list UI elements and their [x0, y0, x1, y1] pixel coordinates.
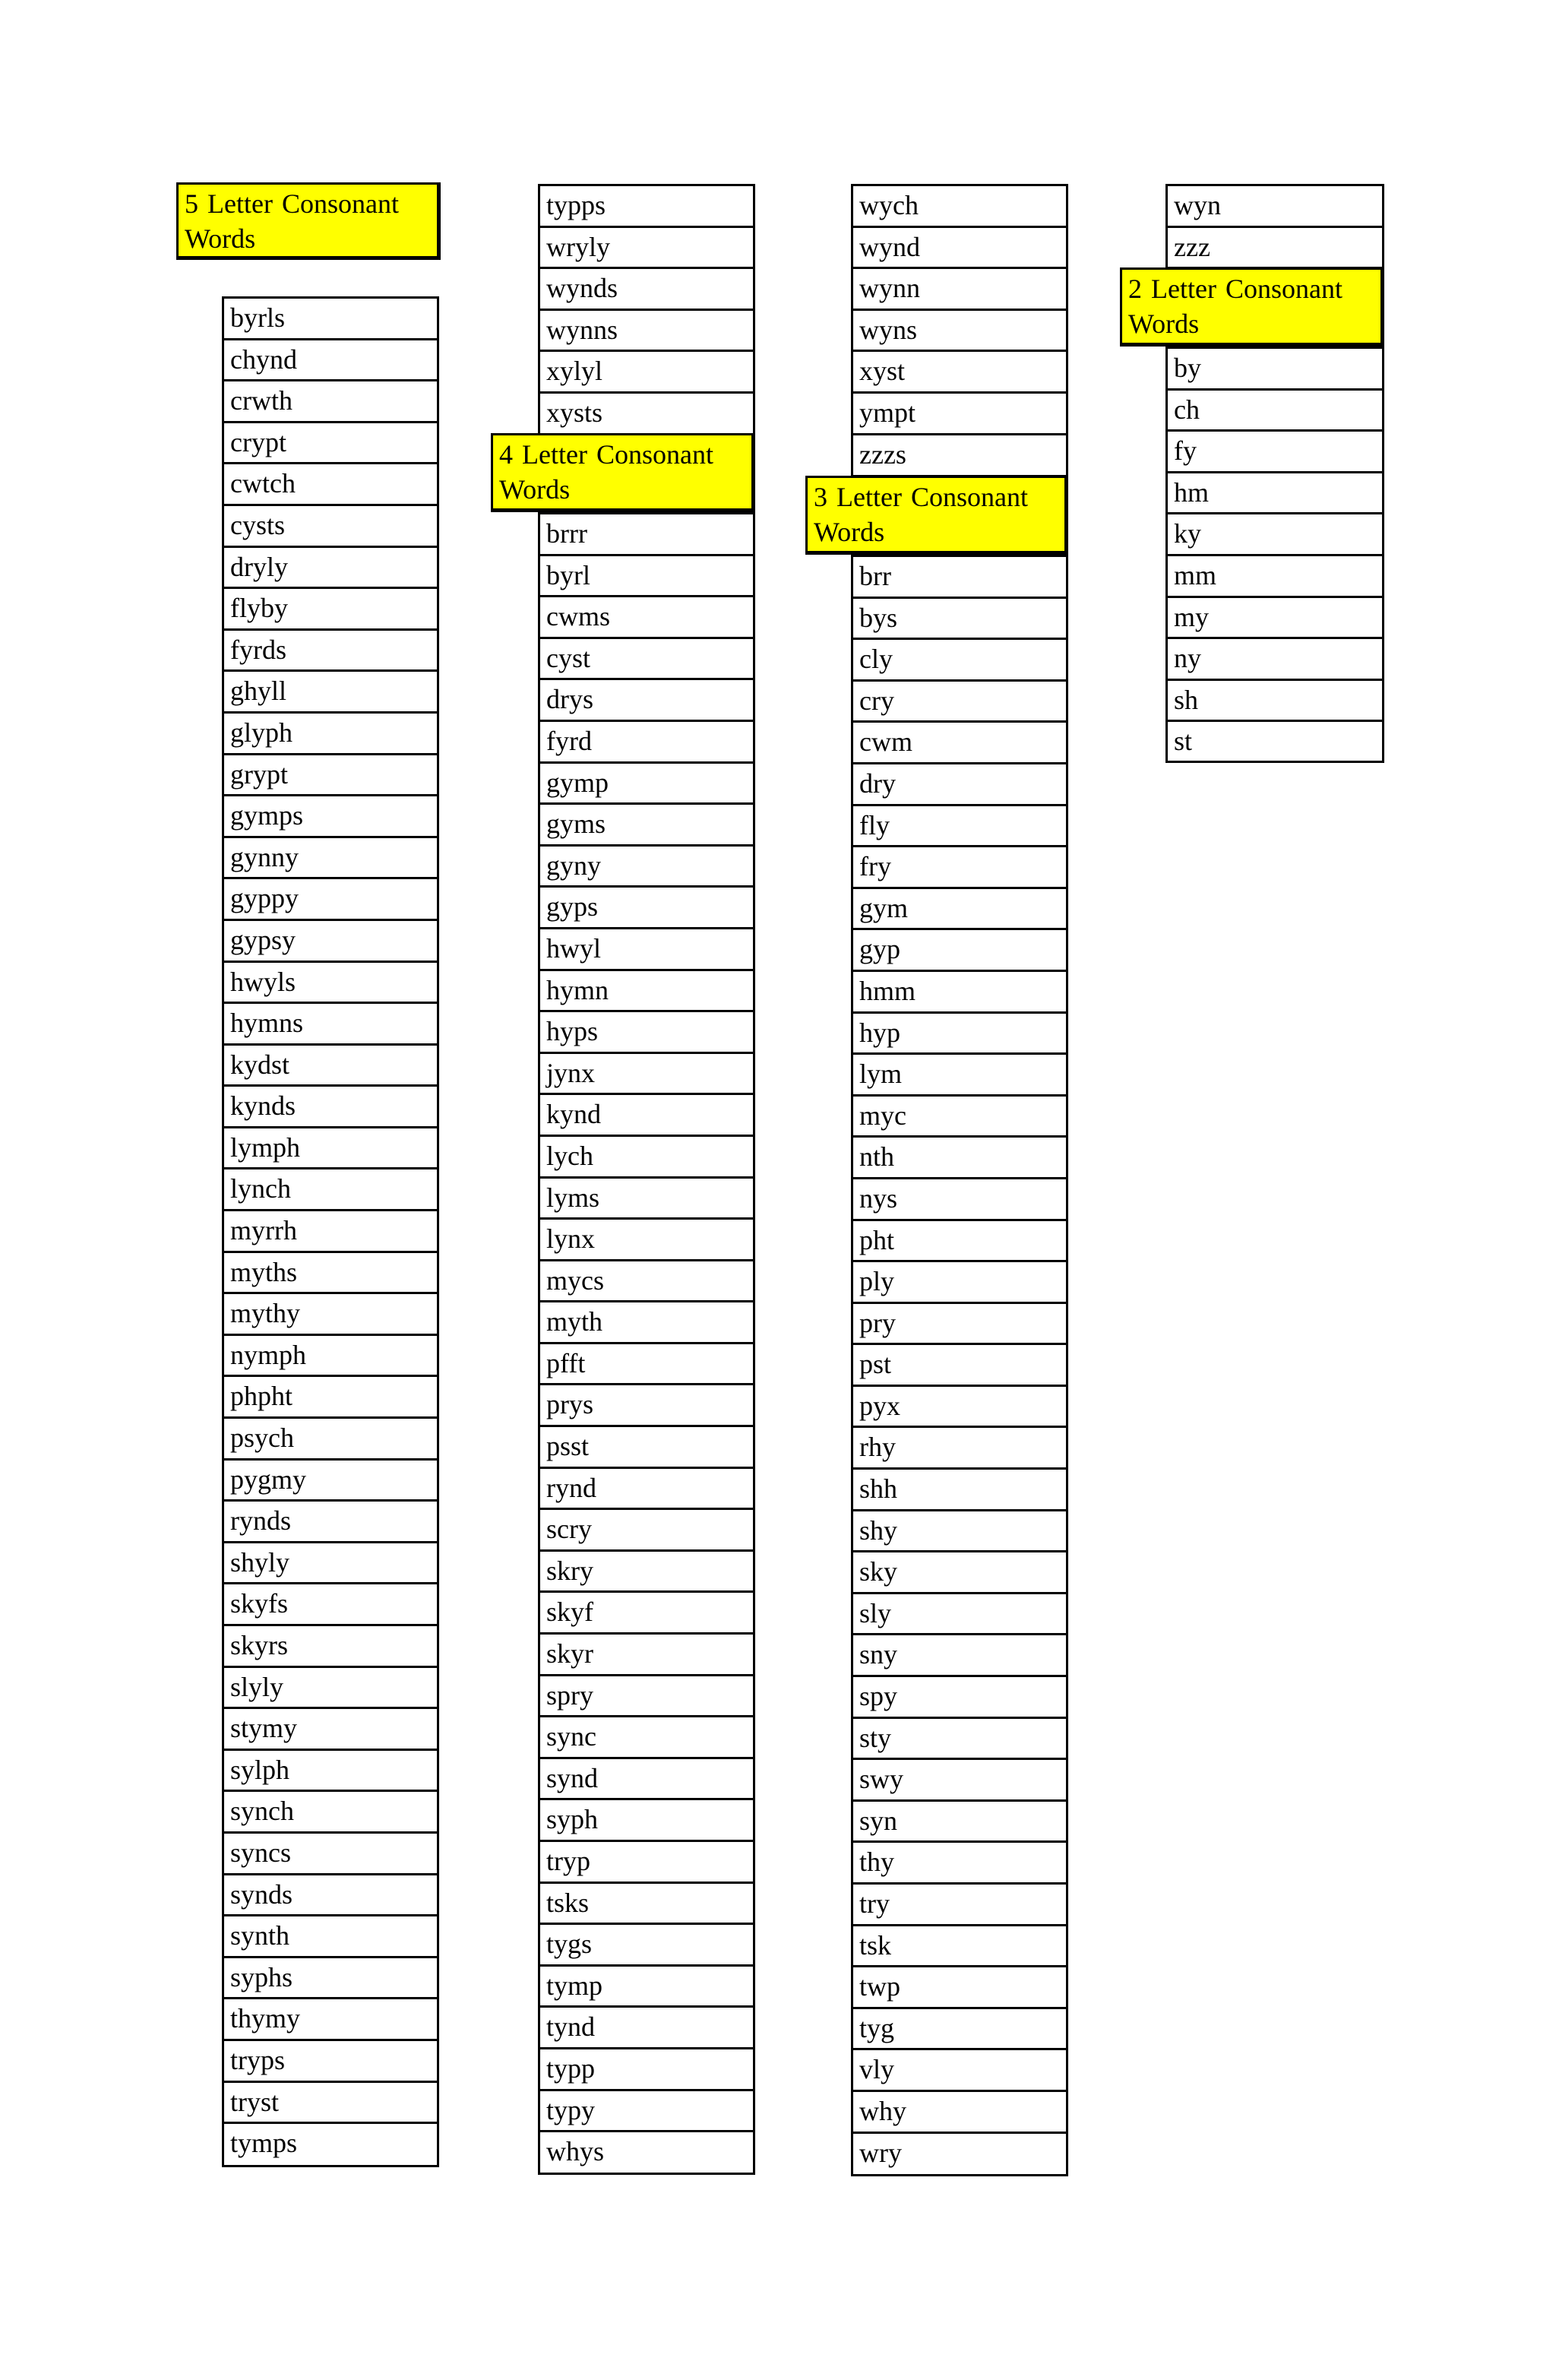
word-cell: syncs — [224, 1834, 437, 1875]
word-cell: typy — [540, 2091, 753, 2133]
word-cell: tryst — [224, 2083, 437, 2125]
two-letter-header-line1: 2 Letter Consonant — [1128, 274, 1343, 304]
word-cell: whys — [546, 2136, 605, 2167]
word-cell: gypsy — [224, 921, 437, 963]
three-letter-header — [805, 476, 1068, 555]
word-cell: skyrs — [224, 1626, 437, 1668]
word-cell: tryp — [540, 1842, 753, 1884]
word-cell: wych — [853, 186, 1066, 228]
word-cell: tryps — [224, 2041, 437, 2083]
word-cell: tygs — [540, 1925, 753, 1967]
word-cell: lynx — [540, 1220, 753, 1261]
word-cell: psych — [224, 1419, 437, 1461]
three-letter-word-list — [851, 555, 1068, 2176]
word-cell: sh — [1168, 681, 1382, 723]
word-cell: tyg — [853, 2009, 1066, 2051]
word-cell: fry — [853, 847, 1066, 889]
word-cell: hm — [1168, 473, 1382, 515]
word-cell: mycs — [540, 1261, 753, 1303]
word-cell: mythy — [224, 1294, 437, 1336]
word-cell: pyx — [853, 1387, 1066, 1429]
word-cell: hyps — [540, 1012, 753, 1054]
two-letter-word-list — [1165, 347, 1384, 763]
word-cell: pfft — [540, 1344, 753, 1386]
word-cell: jynx — [540, 1054, 753, 1096]
word-cell: syn — [853, 1802, 1066, 1844]
word-cell: kynd — [540, 1095, 753, 1137]
word-cell: wynds — [540, 269, 753, 311]
word-cell: myth — [540, 1302, 753, 1344]
four-letter-word-list — [538, 512, 755, 2175]
word-cell: gyny — [540, 847, 753, 888]
word-cell: ply — [853, 1262, 1066, 1304]
word-cell: grypt — [224, 755, 437, 797]
word-cell: myc — [853, 1097, 1066, 1138]
word-cell: skyfs — [224, 1584, 437, 1626]
word-cell: my — [1168, 598, 1382, 640]
word-cell: hwyl — [540, 929, 753, 971]
word-cell: sky — [853, 1552, 1066, 1594]
word-cell: twp — [853, 1967, 1066, 2009]
word-cell: typps — [540, 186, 753, 228]
word-cell: scry — [540, 1510, 753, 1552]
word-cell: cwm — [853, 723, 1066, 764]
four-letter-header-line2: Words — [499, 474, 571, 505]
word-cell: st — [1174, 726, 1193, 757]
word-cell: syph — [540, 1800, 753, 1842]
word-cell: xylyl — [540, 352, 753, 394]
two-letter-header — [1120, 267, 1384, 347]
word-cell: hwyls — [224, 963, 437, 1005]
word-cell: chynd — [224, 340, 437, 382]
word-cell: fyrd — [540, 722, 753, 764]
five-letter-header-line1: 5 Letter Consonant — [185, 188, 399, 219]
word-cell: cwms — [540, 597, 753, 639]
word-cell: gyppy — [224, 879, 437, 921]
word-cell: gyp — [853, 930, 1066, 972]
word-cell: rynds — [224, 1502, 437, 1543]
word-cell: brrr — [540, 514, 753, 556]
word-cell: flyby — [224, 589, 437, 631]
word-cell: nys — [853, 1179, 1066, 1221]
word-cell: tymp — [540, 1967, 753, 2008]
word-cell: cysts — [224, 506, 437, 548]
word-cell: phpht — [224, 1377, 437, 1419]
word-cell: zzz — [1174, 231, 1210, 262]
word-cell: wynns — [540, 311, 753, 353]
word-cell: sny — [853, 1635, 1066, 1677]
word-cell: ny — [1168, 639, 1382, 681]
word-cell: kydst — [224, 1046, 437, 1087]
word-cell: try — [853, 1885, 1066, 1926]
word-cell: wryly — [540, 228, 753, 270]
word-cell: shh — [853, 1470, 1066, 1511]
word-cell: synch — [224, 1792, 437, 1834]
word-cell: hymns — [224, 1004, 437, 1046]
four-letter-header-line1: 4 Letter Consonant — [499, 439, 713, 470]
word-cell: bys — [853, 599, 1066, 641]
word-cell: ghyll — [224, 672, 437, 714]
word-cell: sync — [540, 1717, 753, 1759]
word-cell: synd — [540, 1759, 753, 1801]
word-cell: wry — [859, 2137, 902, 2168]
word-cell: byrls — [224, 299, 437, 340]
word-cell: mm — [1168, 556, 1382, 598]
word-cell: crwth — [224, 381, 437, 423]
word-cell: swy — [853, 1760, 1066, 1802]
word-cell: synth — [224, 1916, 437, 1958]
word-cell: gymp — [540, 764, 753, 805]
word-cell: wynn — [853, 269, 1066, 311]
word-cell: kynds — [224, 1087, 437, 1128]
word-cell: xyst — [853, 352, 1066, 394]
five-letter-word-list — [222, 296, 439, 2167]
word-cell: hmm — [853, 972, 1066, 1014]
word-cell: lynch — [224, 1169, 437, 1211]
word-cell: wyns — [853, 311, 1066, 353]
word-cell: psst — [540, 1427, 753, 1469]
word-cell: cyst — [540, 639, 753, 681]
word-cell: pygmy — [224, 1461, 437, 1502]
word-cell: nymph — [224, 1336, 437, 1378]
word-cell: skyr — [540, 1635, 753, 1676]
word-cell: dry — [853, 764, 1066, 806]
word-cell: why — [853, 2092, 1066, 2134]
word-cell: tsk — [853, 1926, 1066, 1968]
word-cell: shy — [853, 1511, 1066, 1553]
word-cell: wynd — [853, 228, 1066, 270]
word-cell: dryly — [224, 548, 437, 590]
word-cell: rynd — [540, 1469, 753, 1511]
word-cell: ympt — [853, 394, 1066, 435]
word-cell: prys — [540, 1385, 753, 1427]
word-cell: myths — [224, 1253, 437, 1295]
word-cell: lym — [853, 1055, 1066, 1097]
word-cell: fly — [853, 806, 1066, 848]
five-letter-word-list-continued — [538, 184, 755, 435]
five-letter-header-line2: Words — [185, 223, 256, 254]
word-cell: lyms — [540, 1179, 753, 1220]
word-cell: vly — [853, 2050, 1066, 2092]
word-cell: syphs — [224, 1958, 437, 2000]
word-cell: pst — [853, 1345, 1066, 1387]
word-cell: glyph — [224, 714, 437, 755]
word-cell: cwtch — [224, 464, 437, 506]
word-cell: xysts — [546, 397, 603, 428]
word-cell: gyps — [540, 888, 753, 929]
word-cell: gym — [853, 889, 1066, 931]
three-letter-header-line2: Words — [814, 517, 885, 547]
word-cell: spry — [540, 1676, 753, 1718]
word-cell: byrl — [540, 556, 753, 598]
word-cell: hymn — [540, 971, 753, 1013]
four-letter-word-list-continued — [851, 184, 1068, 477]
word-cell: zzzs — [859, 438, 906, 470]
word-cell: pry — [853, 1304, 1066, 1346]
word-cell: skyf — [540, 1593, 753, 1635]
word-cell: cry — [853, 682, 1066, 723]
word-cell: lymph — [224, 1128, 437, 1170]
word-cell: wyn — [1168, 186, 1382, 228]
word-cell: lych — [540, 1137, 753, 1179]
word-cell: tsks — [540, 1884, 753, 1926]
word-cell: ky — [1168, 514, 1382, 556]
four-letter-header — [491, 433, 755, 512]
word-cell: thy — [853, 1843, 1066, 1885]
word-cell: rhy — [853, 1428, 1066, 1470]
word-cell: myrrh — [224, 1211, 437, 1253]
word-cell: gymps — [224, 796, 437, 838]
word-cell: slyly — [224, 1668, 437, 1710]
word-cell: tymps — [230, 2128, 298, 2159]
word-cell: fy — [1168, 432, 1382, 473]
word-cell: synds — [224, 1875, 437, 1917]
word-cell: skry — [540, 1552, 753, 1594]
word-cell: hyp — [853, 1014, 1066, 1055]
word-cell: brr — [853, 557, 1066, 599]
word-cell: crypt — [224, 423, 437, 465]
word-cell: sty — [853, 1719, 1066, 1761]
word-cell: thymy — [224, 1999, 437, 2041]
word-cell: gyms — [540, 805, 753, 847]
five-letter-header — [176, 182, 441, 260]
word-cell: typp — [540, 2049, 753, 2091]
word-cell: nth — [853, 1138, 1066, 1179]
word-cell: tynd — [540, 2008, 753, 2049]
three-letter-header-line1: 3 Letter Consonant — [814, 482, 1028, 512]
word-cell: fyrds — [224, 631, 437, 673]
word-cell: spy — [853, 1677, 1066, 1719]
word-cell: gynny — [224, 838, 437, 880]
word-cell: sylph — [224, 1751, 437, 1793]
word-cell: cly — [853, 640, 1066, 682]
word-cell: shyly — [224, 1543, 437, 1585]
word-cell: pht — [853, 1221, 1066, 1263]
word-cell: stymy — [224, 1709, 437, 1751]
word-cell: ch — [1168, 391, 1382, 432]
three-letter-word-list-continued — [1165, 184, 1384, 269]
two-letter-header-line2: Words — [1128, 309, 1200, 339]
word-cell: drys — [540, 680, 753, 722]
word-cell: by — [1168, 349, 1382, 391]
word-cell: sly — [853, 1594, 1066, 1636]
